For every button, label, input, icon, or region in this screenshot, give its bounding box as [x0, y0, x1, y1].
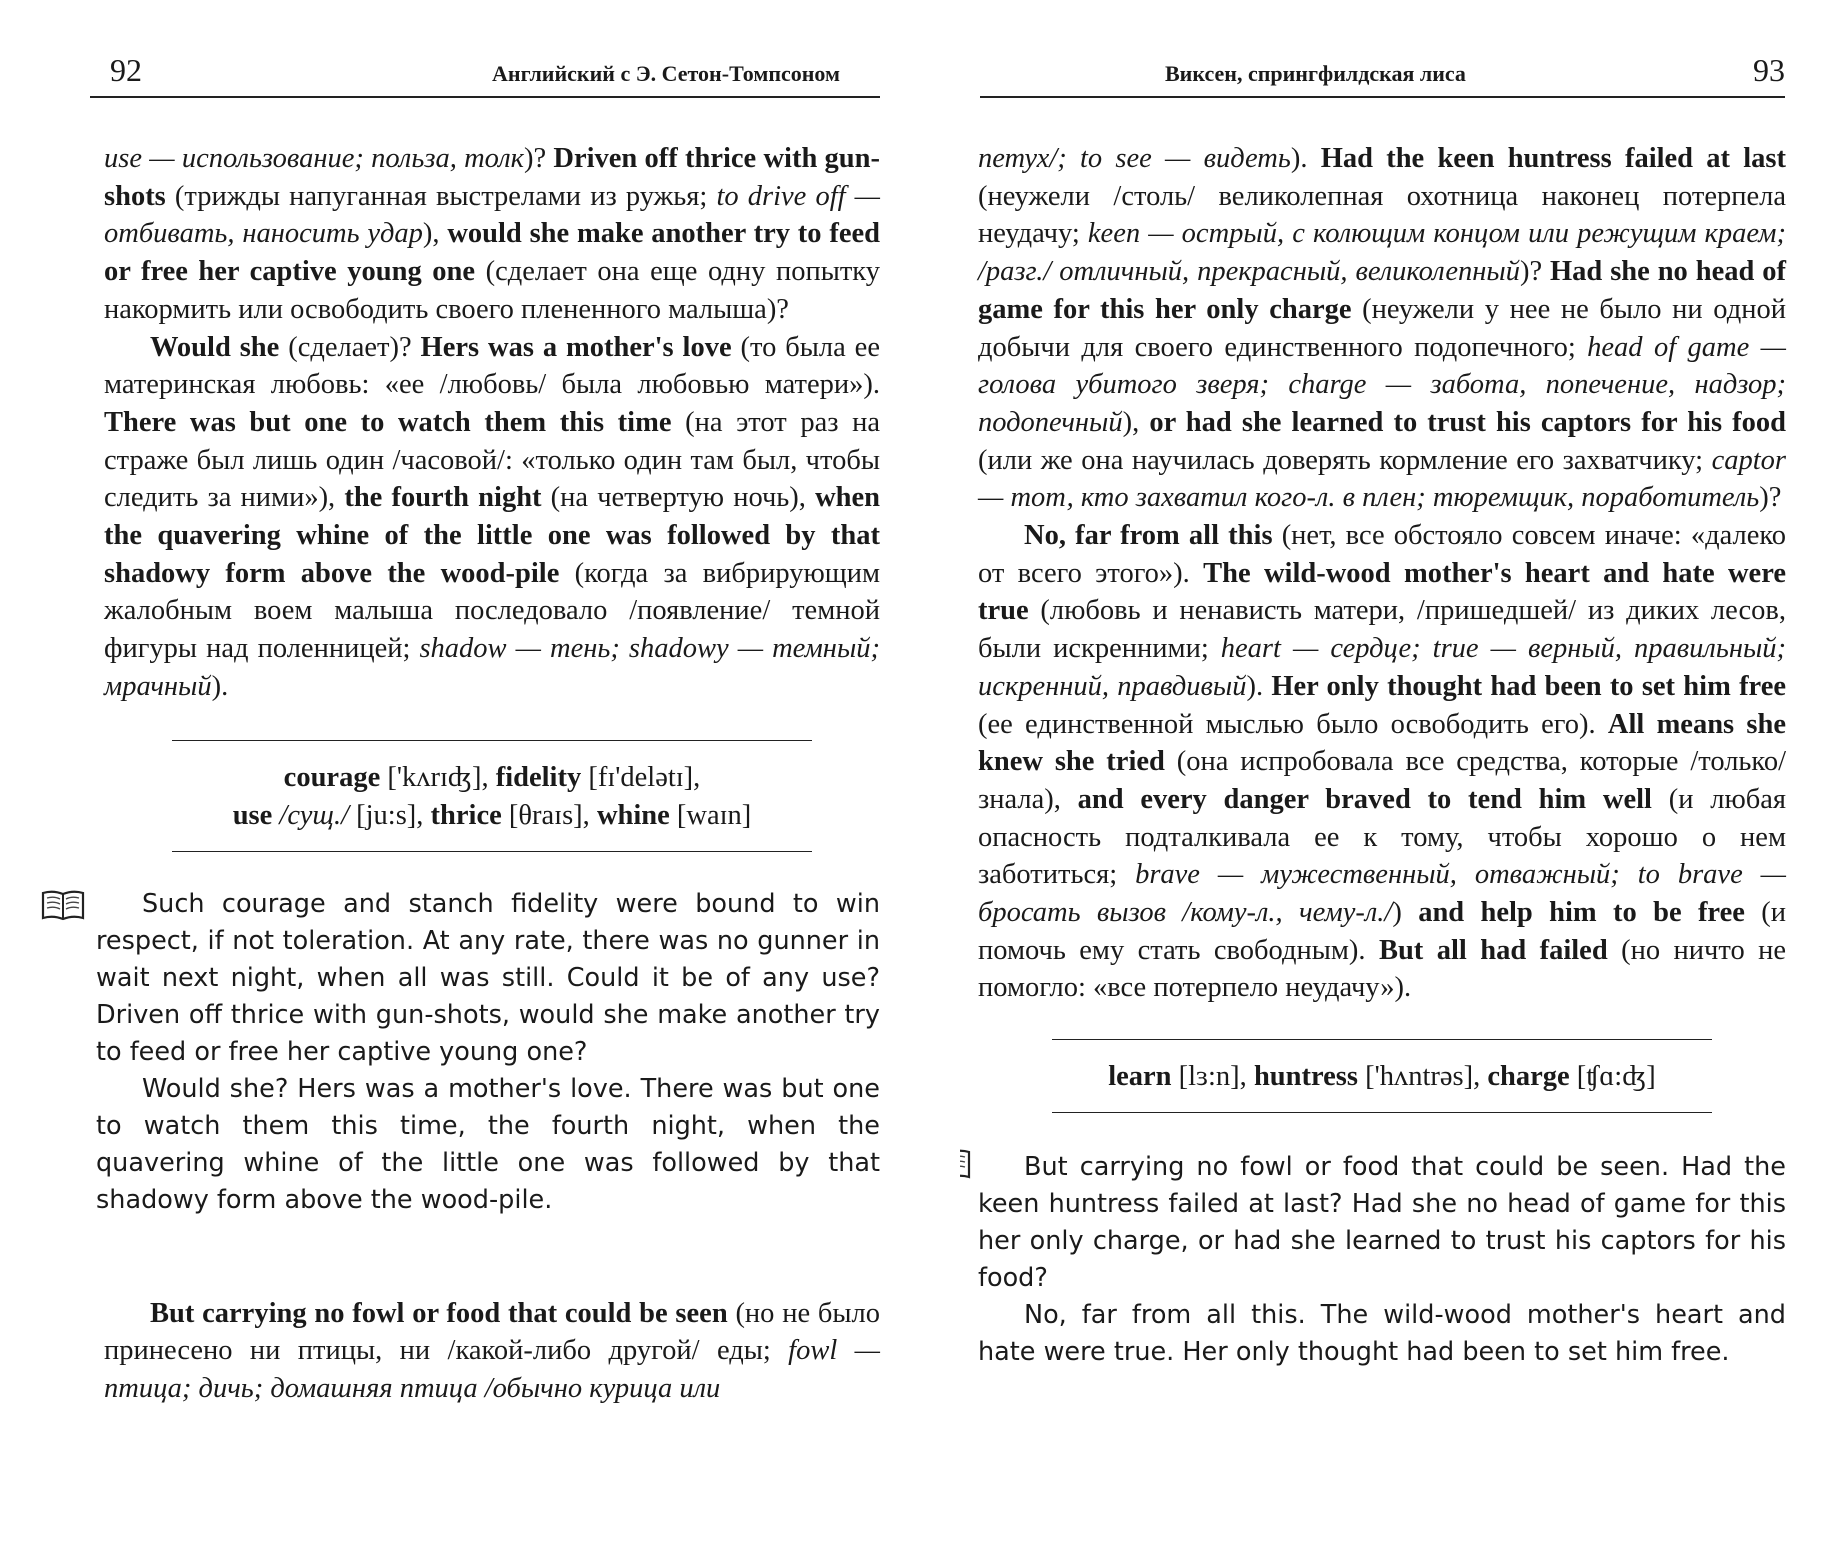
- running-title: Виксен, спрингфилдская лиса: [1165, 61, 1466, 86]
- annotated-paragraph: [104, 329, 880, 706]
- english-phrase: But all had failed: [1378, 934, 1608, 966]
- glossary-note: use — использование; польза, толк: [104, 143, 524, 174]
- translation-text: (и помочь ему стать свободным).: [978, 897, 1786, 966]
- vocabulary-rule-top: [172, 740, 812, 741]
- vocabulary-rule-bottom: [172, 851, 812, 852]
- translation-text: (на четвертую ночь),: [541, 482, 816, 514]
- translation-text: ).: [1290, 143, 1321, 174]
- translation-text: ['hʌntrəs],: [1357, 1061, 1488, 1093]
- translation-text: ).: [1246, 670, 1272, 702]
- english-phrase: and every danger braved to tend him well: [1077, 783, 1652, 815]
- annotated-paragraph: [104, 140, 880, 329]
- translation-text: (ее единственной мыслью было освободить его).: [978, 708, 1608, 740]
- vocabulary-box: [172, 740, 812, 852]
- english-phrase: The wild-wood mother's heart and hate were true: [978, 557, 1786, 627]
- glossary-note: heart — сердце; true — верный, правильный; искренний, правдивый: [978, 633, 1786, 702]
- annotated-paragraph: [978, 517, 1786, 1007]
- translation-text: (но ничто не помогло: «все потерпело неудачу»).: [978, 934, 1787, 1004]
- translation-text: (на этот раз на страже был лишь один /часовой/: «только один там был, чтобы следить за ними»),: [104, 406, 880, 514]
- translation-text: (когда за вибрирующим жалобным воем малыша последовало /появление/ темной фигуры над поленницей;: [104, 557, 881, 665]
- translation-text: [waɪn]: [669, 799, 752, 831]
- translation-text: (сделает она еще одну попытку накормить или освободить своего плененного малыша)?: [104, 256, 880, 325]
- open-book-icon: [40, 888, 86, 922]
- glossary-note: brave — мужественный, отважный; to brave — бросать вызов /кому-л., чему-л./: [978, 859, 1786, 929]
- header-rule: [980, 96, 1785, 98]
- english-phrase: But carrying no fowl or food that could be seen: [150, 1297, 728, 1329]
- translation-text: )?: [523, 143, 554, 174]
- running-title: Английский с Э. Сетон-Томпсоном: [492, 61, 840, 86]
- translation-text: (то была ее материнская любовь: «ее /любовь/ была любовью матери»).: [104, 331, 880, 401]
- english-phrase: use: [232, 799, 273, 831]
- glossary-note: shadow — тень; shadowy — темный; мрачный: [104, 633, 880, 702]
- right-page: [960, 0, 1839, 1542]
- original-text-block: [96, 886, 880, 1219]
- translation-text: ),: [1122, 406, 1150, 438]
- running-head: [110, 52, 880, 89]
- translation-text: (и любая опасность подталкивала ее к тому, чтобы хорошо о нем заботиться;: [978, 783, 1787, 891]
- page-content: [978, 140, 1786, 1371]
- glossary-note: fowl — птица; дичь; домашняя птица /обычно курица или: [104, 1335, 880, 1404]
- open-book-icon: [960, 1147, 972, 1181]
- original-paragraph: No, far from all this. The wild-wood mother's heart and hate were true. Her only thought had been to set him free.: [978, 1300, 1786, 1368]
- header-rule: [90, 96, 880, 98]
- english-phrase: learn: [1108, 1061, 1172, 1093]
- english-phrase: Her only thought had been to set him free: [1271, 670, 1786, 702]
- vocabulary-line: [172, 759, 812, 797]
- running-head: [985, 52, 1785, 89]
- english-phrase: fidelity: [495, 761, 582, 793]
- page-content: [96, 140, 881, 1408]
- page-number: 92: [110, 52, 142, 88]
- translation-text: [ʧɑ:ʤ]: [1569, 1061, 1656, 1093]
- original-paragraph: Such courage and stanch fidelity were bound to win respect, if not toleration. At any rate, there was no gunner in wait next night, when all was still. Could it be of any use? Driven off thrice with gun-shots, would she make another try to feed or free her captive young one?: [96, 888, 880, 1067]
- english-phrase: Had the keen huntress failed at last: [1320, 143, 1787, 174]
- translation-text: (нет, все обстояло совсем иначе: «далеко от всего этого»).: [978, 520, 1786, 589]
- annotated-paragraph: [978, 140, 1786, 517]
- english-phrase: Had she no head of game for this her only charge: [978, 256, 1786, 325]
- translation-text: (любовь и ненависть матери, /пришедшей/ из диких лесов, были искренними;: [978, 595, 1786, 665]
- translation-text: )?: [1519, 256, 1551, 288]
- english-phrase: when the quavering whine of the little one was followed by that shadowy form above the wood-pile: [104, 482, 880, 589]
- translation-text: ['kʌrɪʤ],: [380, 761, 496, 793]
- english-phrase: thrice: [430, 799, 502, 831]
- english-phrase: No, far from all this: [1024, 520, 1273, 552]
- glossary-note: /сущ./: [272, 799, 349, 831]
- translation-text: ): [1392, 897, 1419, 929]
- translation-text: [ju:s],: [349, 799, 431, 831]
- english-phrase: or had she learned to trust his captors for his food: [1149, 406, 1786, 438]
- glossary-note: captor — тот, кто захватил кого-л. в плен; тюремщик, поработитель: [978, 444, 1786, 514]
- glossary-note: keen — острый, с колющим концом или режущим краем; /разг./ отличный, прекрасный, великолепный: [978, 218, 1786, 288]
- translation-text: (но не было принесено ни птицы, ни /какой-либо другой/ еды;: [104, 1297, 880, 1367]
- translation-text: (или же она научилась доверять кормление его захватчику;: [978, 444, 1712, 476]
- glossary-note: to drive off — отбивать, наносить удар: [104, 180, 881, 250]
- english-phrase: huntress: [1253, 1061, 1358, 1093]
- vocabulary-box: [1052, 1039, 1712, 1113]
- translation-text: )?: [1759, 482, 1782, 514]
- translation-text: (она испробовала все средства, которые /только/ знала),: [978, 746, 1786, 815]
- english-phrase: Would she: [150, 331, 280, 363]
- translation-text: ),: [422, 218, 448, 250]
- english-phrase: courage: [283, 761, 381, 793]
- english-phrase: Driven off thrice with gun-shots: [104, 143, 881, 212]
- english-phrase: whine: [596, 799, 670, 831]
- english-phrase: All means she knew she tried: [978, 708, 1786, 778]
- translation-text: ).: [211, 670, 229, 702]
- annotated-paragraph: [104, 1295, 880, 1408]
- original-paragraph: Would she? Hers was a mother's love. There was but one to watch them this time, the fourth night, when the quavering whine of the little one was followed by that shadowy form above the wood-pile.: [96, 1073, 880, 1215]
- translation-text: [θraɪs],: [501, 799, 597, 831]
- english-phrase: would she make another try to feed or free her captive young one: [104, 218, 880, 288]
- original-paragraph: But carrying no fowl or food that could be seen. Had the keen huntress failed at last? Had she no head of game for this her only charge, or had she learned to trust his captors for his food?: [978, 1152, 1786, 1294]
- vocabulary-line: [1052, 1058, 1712, 1096]
- english-phrase: Hers was a mother's love: [420, 331, 732, 363]
- english-phrase: There was but one to watch them this time: [104, 406, 672, 438]
- glossary-note: head of game — голова убитого зверя; charge — забота, попечение, надзор; подопечный: [978, 331, 1786, 438]
- vocabulary-line: [172, 797, 812, 835]
- translation-text: (неужели у нее не было ни одной добычи для своего единственного подопечного;: [978, 293, 1786, 363]
- translation-text: [fɪ'delətɪ],: [581, 761, 701, 793]
- original-text-block: [978, 1149, 1786, 1371]
- english-phrase: the fourth night: [344, 482, 542, 514]
- translation-text: [lɜ:n],: [1171, 1061, 1254, 1093]
- english-phrase: charge: [1487, 1061, 1570, 1093]
- translation-text: (неужели /столь/ великолепная охотница наконец потерпела неудачу;: [978, 180, 1786, 250]
- translation-text: (трижды напуганная выстрелами из ружья;: [165, 180, 717, 212]
- translation-text: (сделает)?: [279, 331, 421, 363]
- vocabulary-rule-top: [1052, 1039, 1712, 1040]
- vocabulary-rule-bottom: [1052, 1112, 1712, 1113]
- page-number: 93: [1753, 52, 1785, 88]
- glossary-note: петух/; to see — видеть: [978, 143, 1291, 174]
- english-phrase: and help him to be free: [1418, 897, 1745, 929]
